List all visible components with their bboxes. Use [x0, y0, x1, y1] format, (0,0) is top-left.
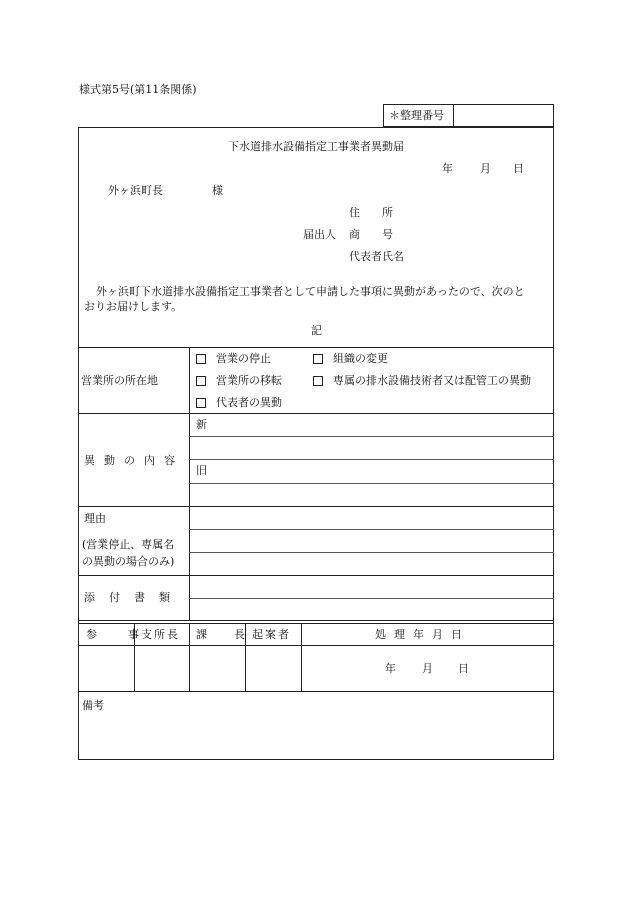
attachments-label: 添付書類 [84, 591, 184, 604]
checkbox-stop-business[interactable]: 営業の停止 [196, 353, 271, 364]
notifier-representative-label: 代表者氏名 [349, 250, 404, 263]
notifier-label: 届出人 [303, 228, 336, 241]
form-frame [78, 127, 554, 760]
notifier-trade-name-label: 商 号 [349, 228, 393, 241]
checkbox-move-office[interactable]: 営業所の移転 [196, 375, 282, 386]
addressee-honorific: 様 [212, 184, 223, 197]
ki-label: 記 [311, 324, 322, 337]
reference-number-label: ＊整理番号 [389, 109, 444, 122]
form-number: 様式第5号(第11条関係) [79, 83, 197, 96]
office-location-label: 営業所の所在地 [81, 374, 158, 387]
date-day: 日 [513, 162, 524, 175]
date-month: 月 [480, 162, 491, 175]
approval-section-chief: 課 長 [196, 628, 253, 641]
checkbox-change-org[interactable]: 組織の変更 [313, 353, 388, 364]
body-text-line1: 外ヶ浜町下水道排水設備指定工事業者として申請した事項に異動があったので、次のと [96, 285, 525, 298]
checkbox-change-engineer[interactable]: 専属の排水設備技術者又は配管工の異動 [313, 375, 531, 386]
approval-drafter: 起案者 [252, 628, 291, 641]
approval-date-year: 年 [385, 662, 396, 675]
form-title: 下水道排水設備指定工事業者異動届 [228, 140, 404, 153]
date-year: 年 [442, 162, 453, 175]
approval-branch-manager: 支所長 [141, 628, 180, 641]
reason-note-line2: の異動の場合のみ) [82, 555, 175, 568]
reason-note-line1: (営業停止、専属名 [82, 538, 175, 551]
reason-label: 理由 [84, 512, 106, 525]
approval-date-day: 日 [458, 662, 469, 675]
body-text-line2: おりお届けします。 [84, 300, 183, 313]
change-content-label: 異動の内容 [84, 454, 184, 467]
approval-councilor: 参 事 [86, 628, 149, 641]
checkbox-change-representative[interactable]: 代表者の異動 [196, 397, 282, 408]
addressee-name: 外ヶ浜町長 [108, 184, 163, 197]
approval-date-month: 月 [422, 662, 433, 675]
change-old-label: 旧 [196, 464, 207, 477]
notifier-address-label: 住 所 [349, 206, 393, 219]
remarks-label: 備考 [82, 699, 104, 712]
change-new-label: 新 [196, 418, 207, 431]
approval-processing-date: 処理年月日 [375, 628, 470, 641]
